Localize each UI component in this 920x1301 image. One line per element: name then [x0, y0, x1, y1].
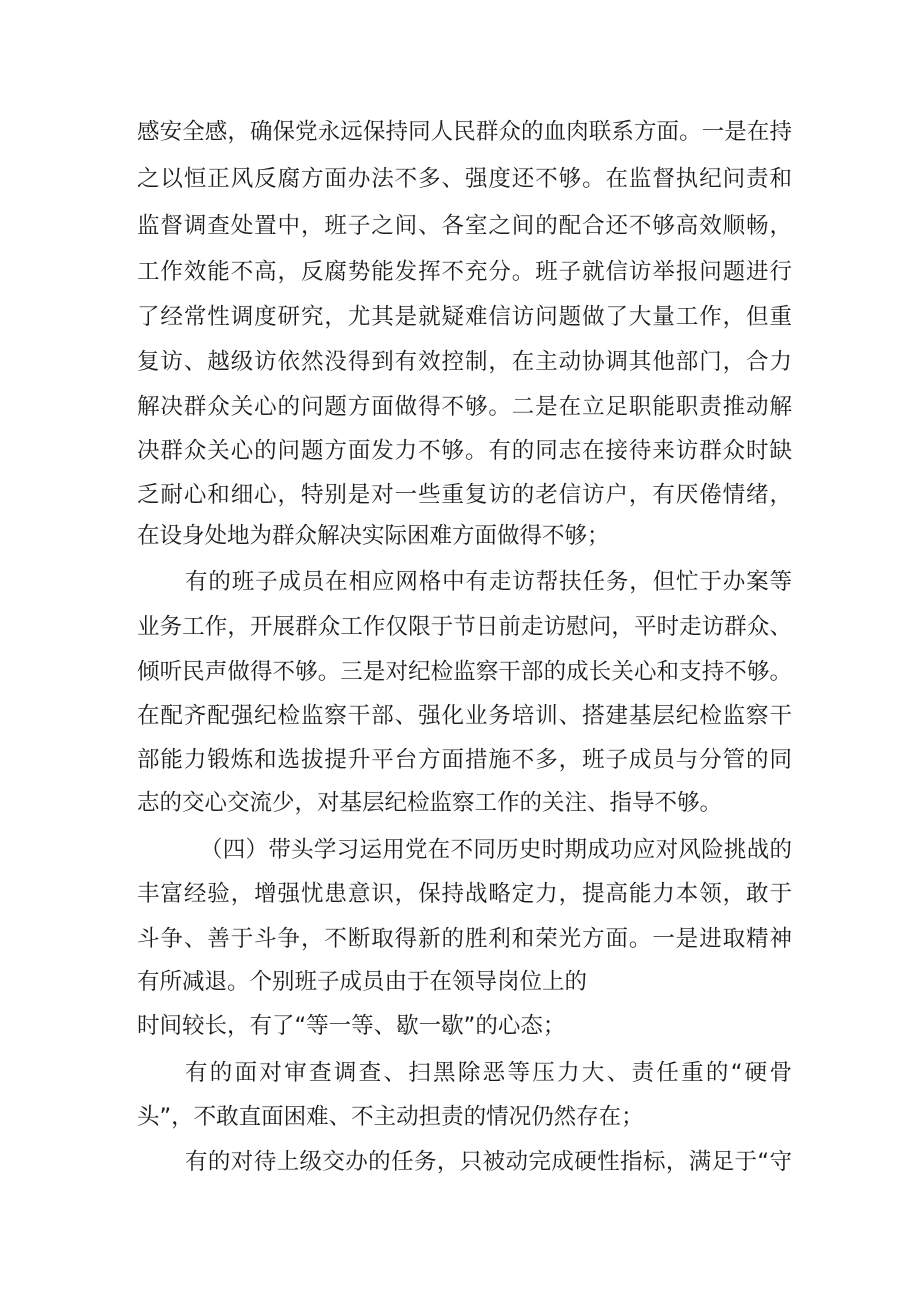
- text-line: 部能力锻炼和选拔提升平台方面措施不多，班子成员与分管的同: [137, 747, 792, 773]
- text-line: 头”，不敢直面困难、不主动担责的情况仍然存在；: [137, 1104, 644, 1130]
- text-line: 有所减退。个别班子成员由于在领导岗位上的: [137, 969, 588, 995]
- text-line: 监督调查处置中，班子之间、各室之间的配合还不够高效顺畅，: [137, 213, 792, 239]
- text-line: 时间较长，有了“等一等、歇一歇”的心态；: [137, 1013, 566, 1039]
- text-line: 有的对待上级交办的任务，只被动完成硬性指标，满足于“守: [185, 1149, 792, 1175]
- text-line: 斗争、善于斗争，不断取得新的胜利和荣光方面。一是进取精神: [137, 926, 792, 952]
- text-line: 倾听民声做得不够。三是对纪检监察干部的成长关心和支持不够。: [137, 659, 792, 685]
- text-line: 丰富经验，增强忧患意识，保持战略定力，提高能力本领，敢于: [137, 881, 792, 907]
- text-line: 工作效能不高，反腐势能发挥不充分。班子就信访举报问题进行: [137, 259, 792, 285]
- text-line: 乏耐心和细心，特别是对一些重复访的老信访户，有厌倦情绪，: [137, 482, 792, 508]
- text-line: 在配齐配强纪检监察干部、强化业务培训、搭建基层纪检监察干: [137, 703, 792, 729]
- text-line: 业务工作，开展群众工作仅限于节日前走访慰问，平时走访群众、: [137, 614, 792, 640]
- text-line: 复访、越级访依然没得到有效控制，在主动协调其他部门，合力: [137, 349, 792, 375]
- section-heading-line: （四）带头学习运用党在不同历史时期成功应对风险挑战的: [200, 837, 792, 863]
- text-line: 了经常性调度研究，尤其是就疑难信访问题做了大量工作，但重: [137, 304, 792, 330]
- text-line: 有的面对审查调查、扫黑除恶等压力大、责任重的“硬骨: [185, 1060, 792, 1086]
- text-line: 有的班子成员在相应网格中有走访帮扶任务，但忙于办案等: [185, 569, 792, 595]
- text-line: 解决群众关心的问题方面做得不够。二是在立足职能职责推动解: [137, 394, 792, 420]
- text-line: 之以恒正风反腐方面办法不多、强度还不够。在监督执纪问责和: [137, 166, 792, 192]
- text-line: 决群众关心的问题方面发力不够。有的同志在接待来访群众时缺: [137, 438, 792, 464]
- text-line: 在设身处地为群众解决实际困难方面做得不够；: [137, 523, 610, 549]
- text-line: 感安全感，确保党永远保持同人民群众的血肉联系方面。一是在持: [137, 119, 792, 145]
- text-line: 志的交心交流少，对基层纪检监察工作的关注、指导不够。: [137, 790, 723, 816]
